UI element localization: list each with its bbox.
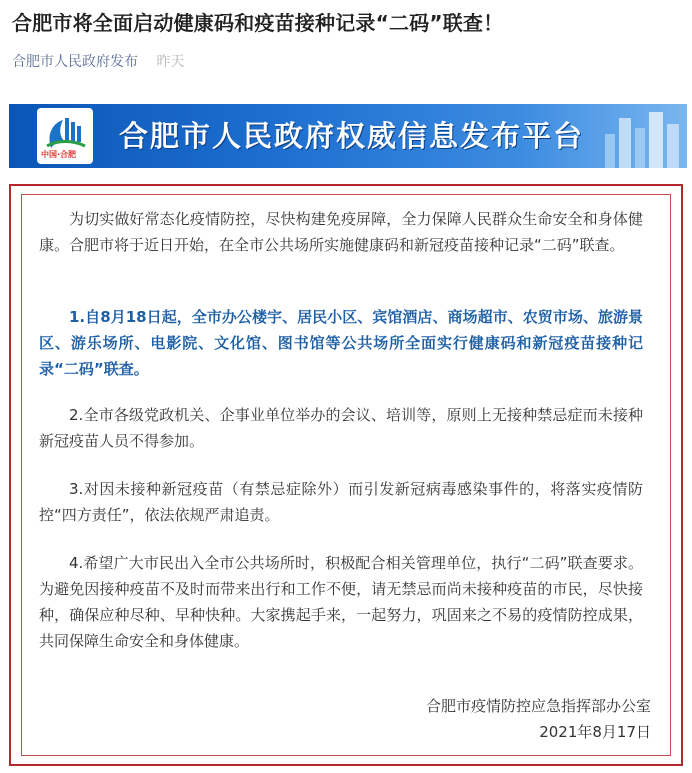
notice-paragraph-3: 3.对因未接种新冠疫苗（有禁忌症除外）而引发新冠病毒感染事件的，将落实疫情防控“四方责任”，依法依规严肃追责。 — [39, 480, 643, 524]
notice-frame — [9, 184, 683, 766]
notice-paragraph-intro: 为切实做好常态化疫情防控，尽快构建免疫屏障，全力保障人民群众生命安全和身体健康。合肥市将于近日开始，在全市公共场所实施健康码和新冠疫苗接种记录“二码”联查。 — [39, 210, 643, 254]
logo-caption: 中国·合肥 — [41, 150, 77, 159]
notice-paragraph-4: 4.希望广大市民出入全市公共场所时，积极配合相关管理单位，执行“二码”联查要求。为避免因接种疫苗不及时而带来出行和工作不便，请无禁忌而尚未接种疫苗的市民，尽快接种，确保应种尽种、早种快种。大家携起手来，一起努力，巩固来之不易的疫情防控成果，共同保障生命安全和身体健康。 — [39, 554, 643, 650]
article-title: 合肥市将全面启动健康码和疫苗接种记录“二码”联查！ — [12, 11, 504, 35]
notice-paragraph-2: 2.全市各级党政机关、企事业单位举办的会议、培训等，原则上无接种禁忌症而未接种新冠疫苗人员不得参加。 — [39, 406, 643, 450]
notice-date: 2021年8月17日 — [539, 723, 651, 741]
article-meta — [12, 52, 184, 72]
notice-paragraph-1: 1.自8月18日起，全市办公楼宇、居民小区、宾馆酒店、商场超市、农贸市场、旅游景区、游乐场所、电影院、文化馆、图书馆等公共场所全面实行健康码和新冠疫苗接种记录“二码”联查。 — [39, 308, 643, 378]
notice-signature: 合肥市疫情防控应急指挥部办公室 — [425, 697, 651, 715]
notice-inner-border — [21, 194, 671, 756]
banner-title: 合肥市人民政府权威信息发布平台 — [119, 119, 585, 153]
publish-time: 昨天 — [156, 54, 185, 70]
city-skyline-icon — [597, 104, 687, 168]
account-name-link[interactable]: 合肥市人民政府发布 — [12, 54, 138, 70]
banner-image — [9, 104, 687, 168]
